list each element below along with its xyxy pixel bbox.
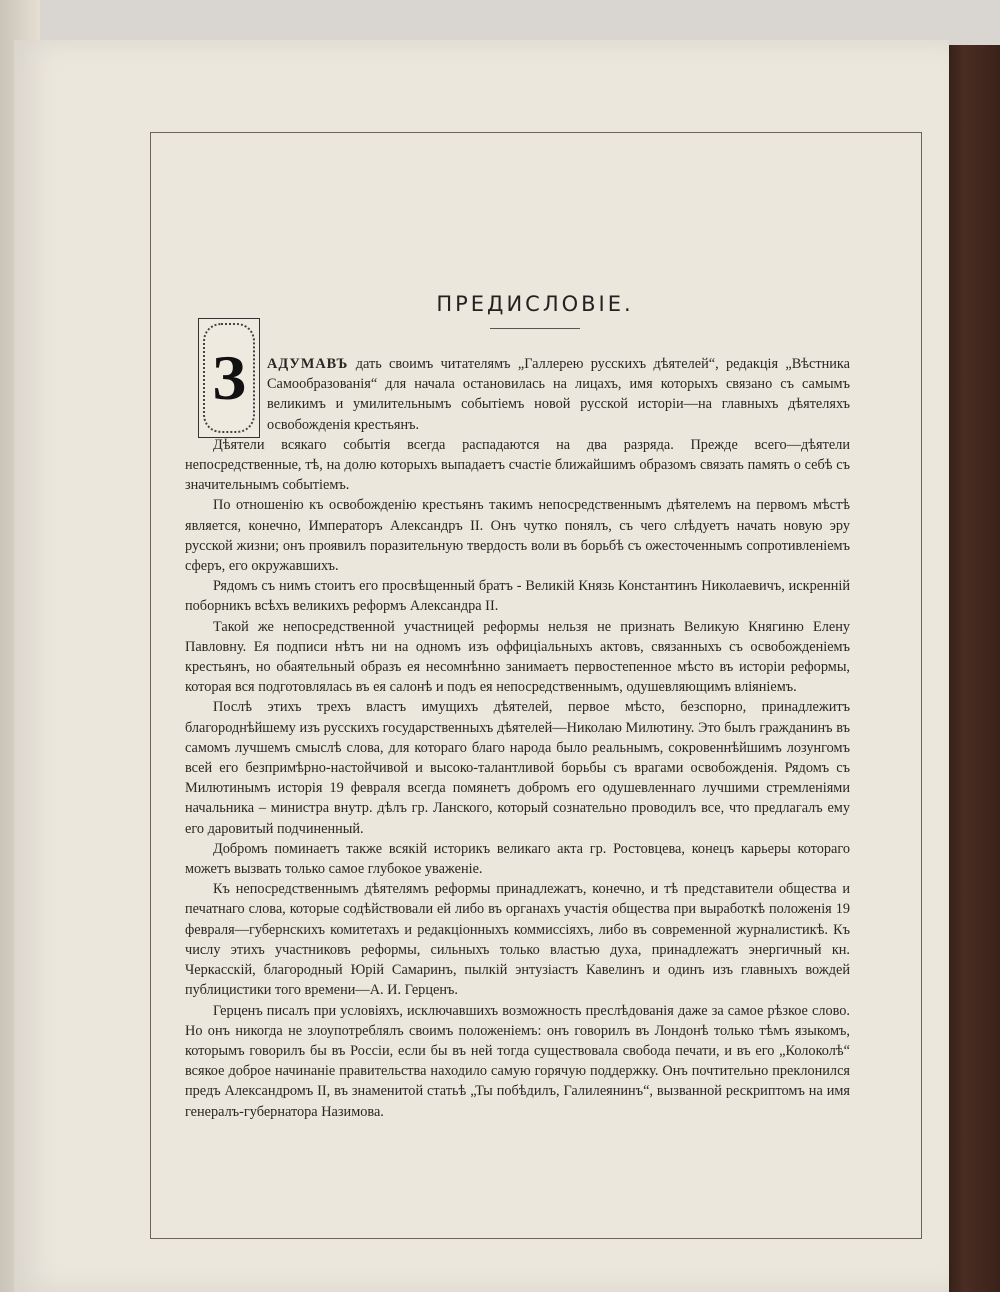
paragraph-3: По отношенію къ освобожденію крестьянъ такимъ непосредственнымъ дѣятелемъ на первомъ мѣстѣ является, конечно, Императоръ Александръ II. Онъ чутко понялъ, съ чего слѣдуетъ начать новую эру русской жизни; онъ проявилъ поразительную твердость воли въ борьбѣ съ ожесточеннымъ сопротивленіемъ сферъ, его окружавшихъ. xyxy=(185,497,850,575)
book-cover-edge xyxy=(940,45,1000,1292)
page-title: ПРЕДИСЛОВІЕ. xyxy=(436,292,634,316)
lead-word: АДУМАВЪ xyxy=(267,356,349,372)
paragraph-4: Рядомъ съ нимъ стоитъ его просвѣщенный братъ - Великій Князь Константинъ Николаевичъ, искренній поборникъ всѣхъ великихъ реформъ Александра II. xyxy=(185,578,850,615)
preface-body xyxy=(185,354,850,1122)
paragraph-9: Герценъ писалъ при условіяхъ, исключавшихъ возможность преслѣдованія даже за самое рѣзкое слово. Но онъ никогда не злоупотреблялъ своимъ положеніемъ: онъ говорилъ въ Лондонѣ только тѣмъ языкомъ, которымъ говорилъ бы въ Россіи, если бы въ ней тогда существовала свобода печати, и въ его „Колоколѣ“ всякое доброе начинаніе правительства находило самую горячую поддержку. Онъ почтительно преклонился предъ Александромъ II, въ знаменитой статьѣ „Ты побѣдилъ, Галилеянинъ“, вызванной рескриптомъ на имя генералъ-губернатора Назимова. xyxy=(185,1002,850,1120)
paragraph-7: Добромъ поминаетъ также всякій историкъ великаго акта гр. Ростовцева, конецъ карьеры котораго можетъ вызвать только самое глубокое уваженіе. xyxy=(185,840,850,878)
paragraph-2: Дѣятели всякаго событія всегда распадаются на два разряда. Прежде всего—дѣятели непосредственные, тѣ, на долю которыхъ выпадаетъ счастіе ближайшимъ образомъ связать память о себѣ съ значительнымъ событіемъ. xyxy=(185,436,850,494)
drop-cap-letter: З xyxy=(212,342,246,413)
paragraph-1-text: дать своимъ читателямъ „Галлерею русскихъ дѣятелей“, редакція „Вѣстника Самообразованія“ для начала остановилась на лицахъ, имя которыхъ связано съ самымъ великимъ и умилительнымъ событіемъ новой русской исторіи—на главныхъ дѣятеляхъ освобожденія крестьянъ. xyxy=(267,356,850,433)
paragraph-8: Къ непосредственнымъ дѣятелямъ реформы принадлежатъ, конечно, и тѣ представители общества и печатнаго слова, которые содѣйствовали ей либо въ органахъ участія общества при выработкѣ положенія 19 февраля—губернскихъ комитетахъ и редакціонныхъ коммиссіяхъ, либо въ современной журналистикѣ. Къ числу этихъ участниковъ реформы, сильныхъ только властью духа, принадлежатъ энергичный кн. Черкасскій, благородный Юрій Самаринъ, пылкій энтузіастъ Кавелинъ и одинъ изъ главныхъ вождей публицистики того времени—А. И. Герценъ. xyxy=(185,881,850,999)
paragraph-5: Такой же непосредственной участницей реформы нельзя не признать Великую Княгиню Елену Павловну. Ея подписи нѣтъ ни на одномъ изъ оффиціальныхъ актовъ, связанныхъ съ освобожденіемъ крестьянъ, но обаятельный образъ ея несомнѣнно занимаетъ первостепенное мѣсто въ исторіи реформы, которая вся подготовлялась въ ея салонѣ и подъ ея непосредственнымъ, одушевляющимъ вліяніемъ. xyxy=(185,618,850,696)
title-underline xyxy=(490,328,580,329)
paragraph-1 xyxy=(185,354,850,435)
paragraph-6: Послѣ этихъ трехъ властъ имущихъ дѣятелей, первое мѣсто, безспорно, принадлежитъ благороднѣйшему изъ русскихъ государственныхъ дѣятелей—Николаю Милютину. Это былъ гражданинъ въ самомъ лучшемъ смыслѣ слова, для котораго благо народа было реальнымъ, сокровеннѣйшимъ лозунгомъ всей его безпримѣрно-настойчивой и высоко-талантливой борьбы съ врагами освобожденія. Рядомъ съ Милютинымъ исторія 19 февраля всегда помянетъ добромъ его одушевленнаго лучшими стремленіями начальника – министра внутр. дѣлъ гр. Ланского, который сознательно проводилъ все, что предлагалъ ему его даровитый подчиненный. xyxy=(185,699,850,837)
